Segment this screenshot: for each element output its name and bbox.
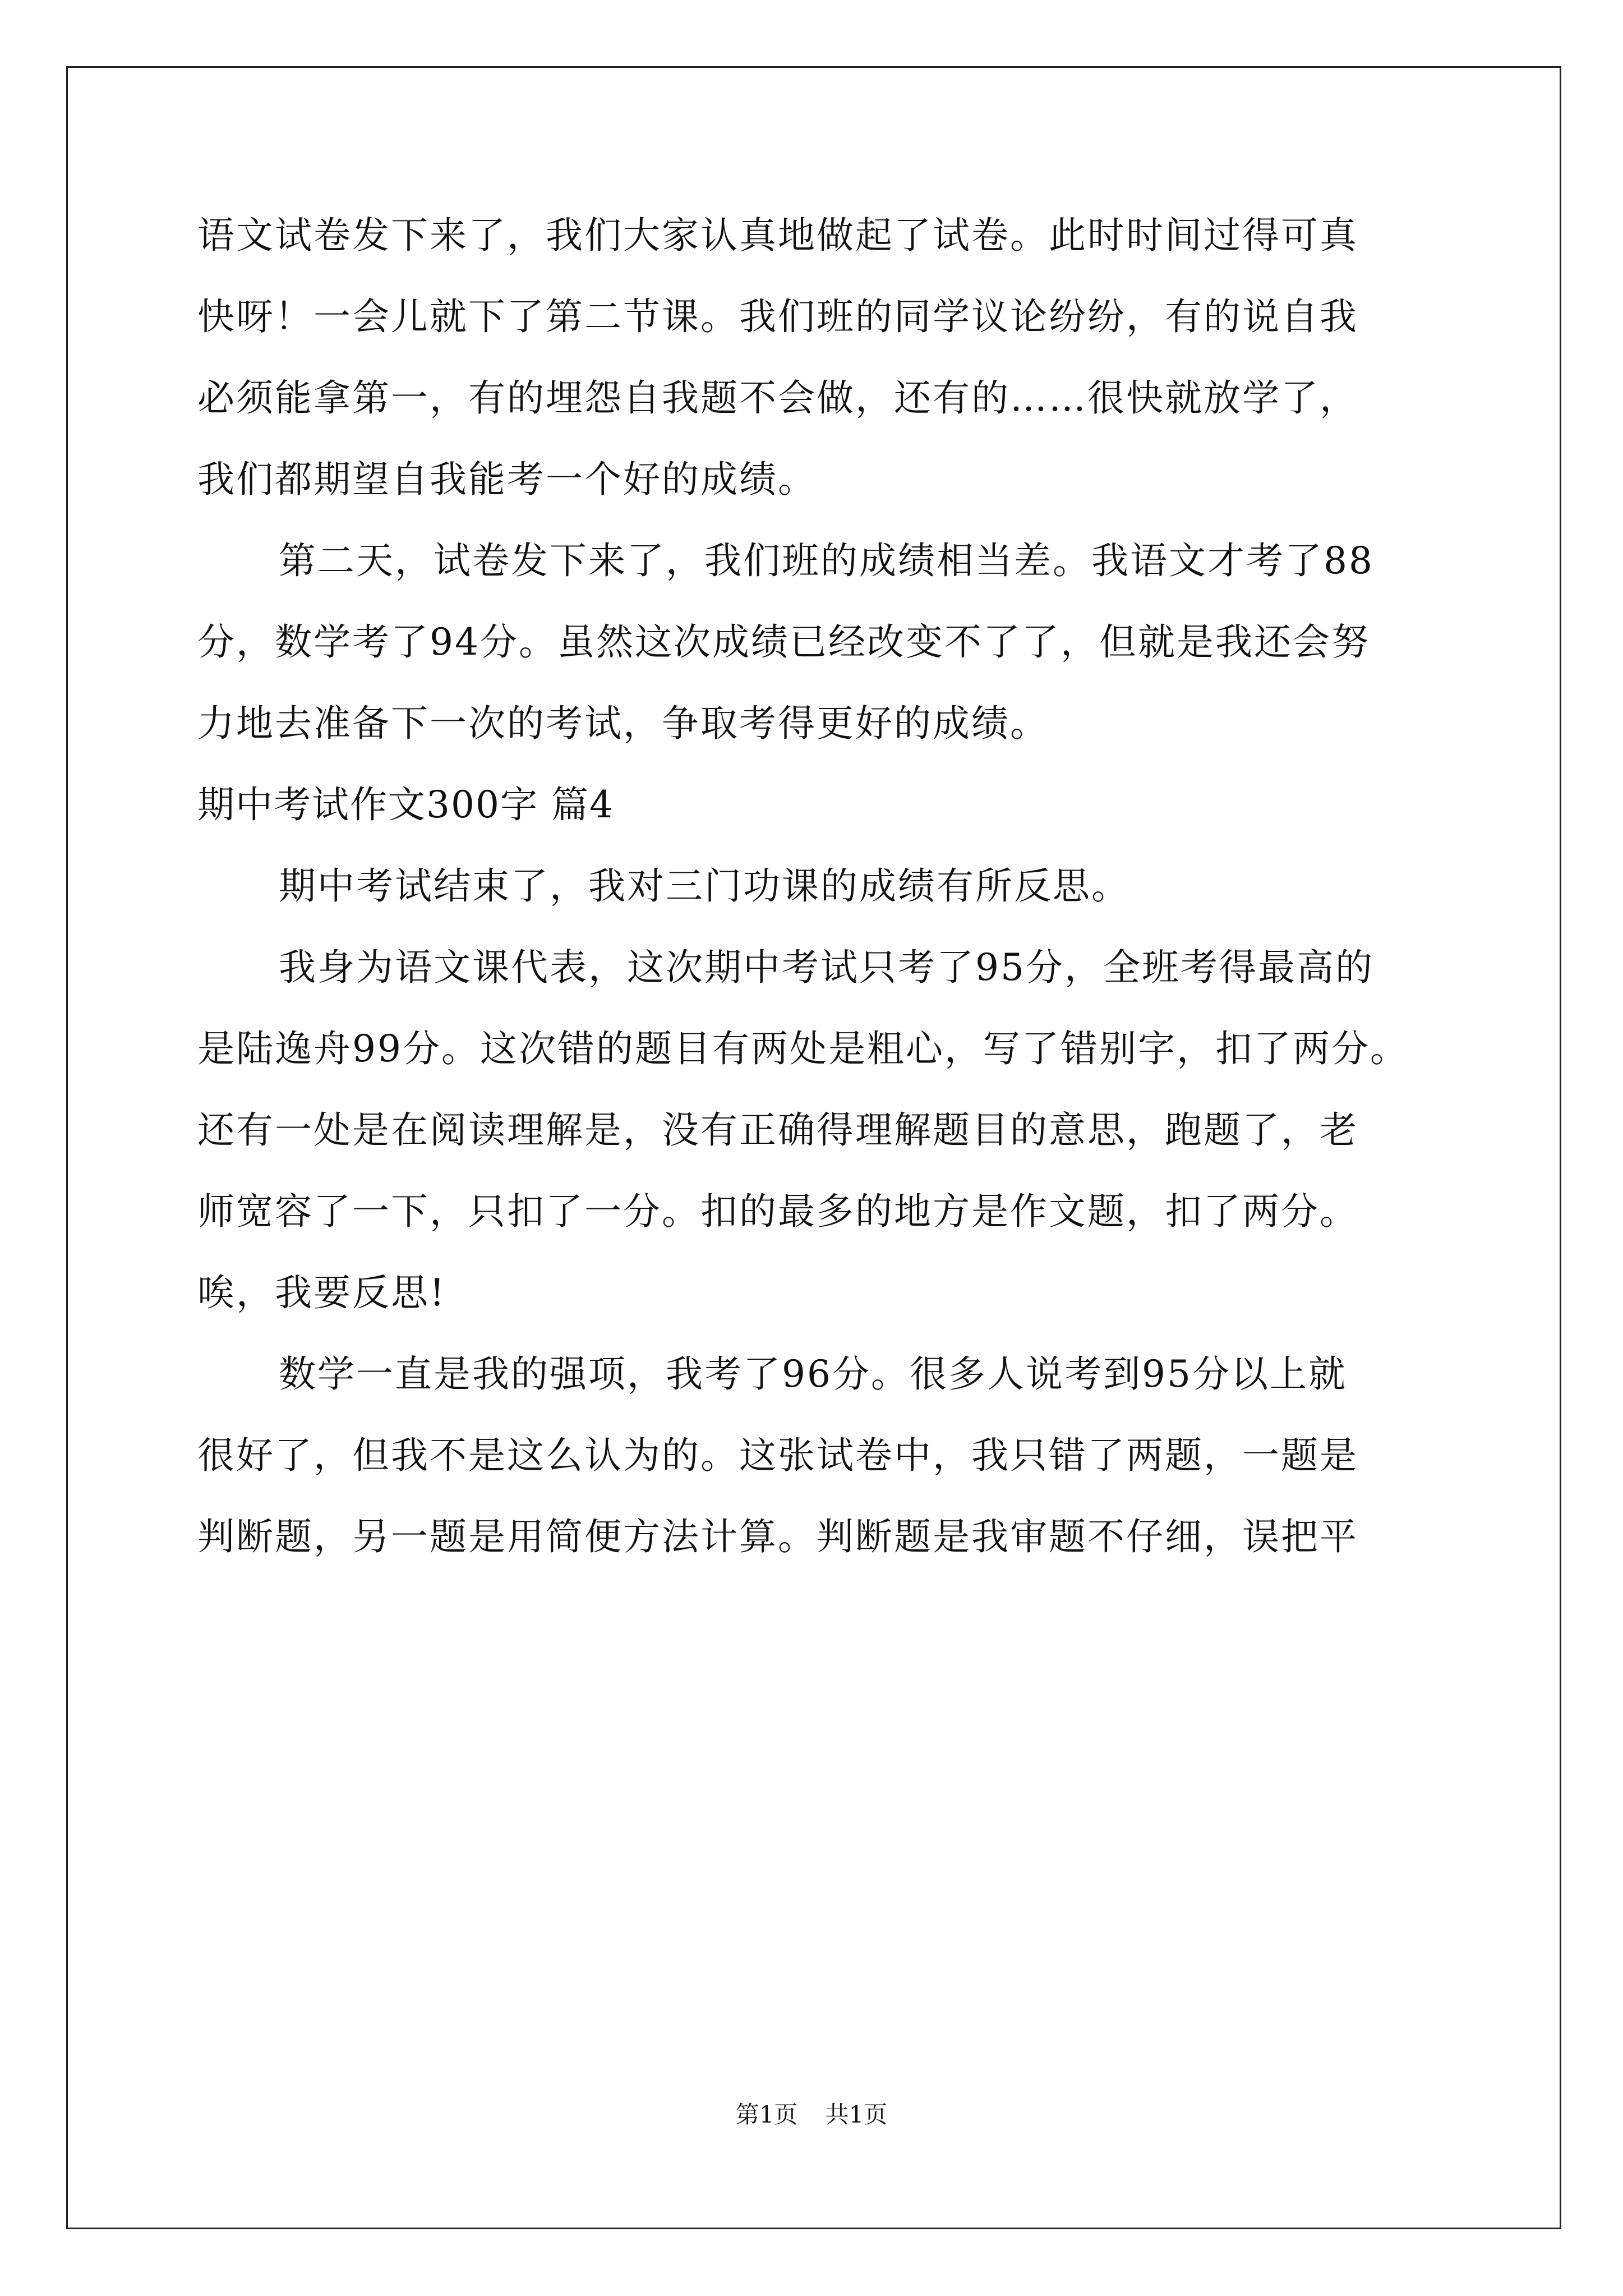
paragraph-start-line: 期中考试结束了，我对三门功课的成绩有所反思。: [279, 864, 1130, 908]
text-line: 快呀！一会儿就下了第二节课。我们班的同学议论纷纷，有的说自我: [197, 295, 1358, 338]
paragraph-start-line: 第二天，试卷发下来了，我们班的成绩相当差。我语文才考了88: [279, 539, 1374, 582]
paragraph-start-line: 我身为语文课代表，这次期中考试只考了95分，全班考得最高的: [279, 946, 1374, 989]
page-total: 共1页: [825, 2101, 888, 2128]
section-heading: 期中考试作文300字 篇4: [197, 783, 614, 826]
paragraph-start-line: 数学一直是我的强项，我考了96分。很多人说考到95分以上就: [279, 1352, 1347, 1396]
page-number: 第1页: [735, 2101, 798, 2128]
text-line: 我们都期望自我能考一个好的成绩。: [197, 458, 817, 501]
text-line: 力地去准备下一次的考试，争取考得更好的成绩。: [197, 702, 1049, 745]
text-line: 还有一处是在阅读理解是，没有正确得理解题目的意思，跑题了，老: [197, 1108, 1358, 1152]
page-footer: [0, 2098, 1623, 2132]
document-body: [197, 208, 1431, 1590]
text-line: 唉，我要反思!: [197, 1271, 446, 1314]
text-line: 很好了，但我不是这么认为的。这张试卷中，我只错了两题，一题是: [197, 1434, 1358, 1477]
text-line: 师宽容了一下，只扣了一分。扣的最多的地方是作文题，扣了两分。: [197, 1190, 1358, 1233]
text-line: 分，数学考了94分。虽然这次成绩已经改变不了了，但就是我还会努: [197, 620, 1370, 664]
text-line: 必须能拿第一，有的埋怨自我题不会做，还有的……很快就放学了，: [197, 376, 1358, 420]
text-line: 是陆逸舟99分。这次错的题目有两处是粗心，写了错别字，扣了两分。: [197, 1027, 1409, 1070]
text-line: 语文试卷发下来了，我们大家认真地做起了试卷。此时时间过得可真: [197, 214, 1358, 257]
text-line: 判断题，另一题是用简便方法计算。判断题是我审题不仔细，误把平: [197, 1515, 1358, 1558]
